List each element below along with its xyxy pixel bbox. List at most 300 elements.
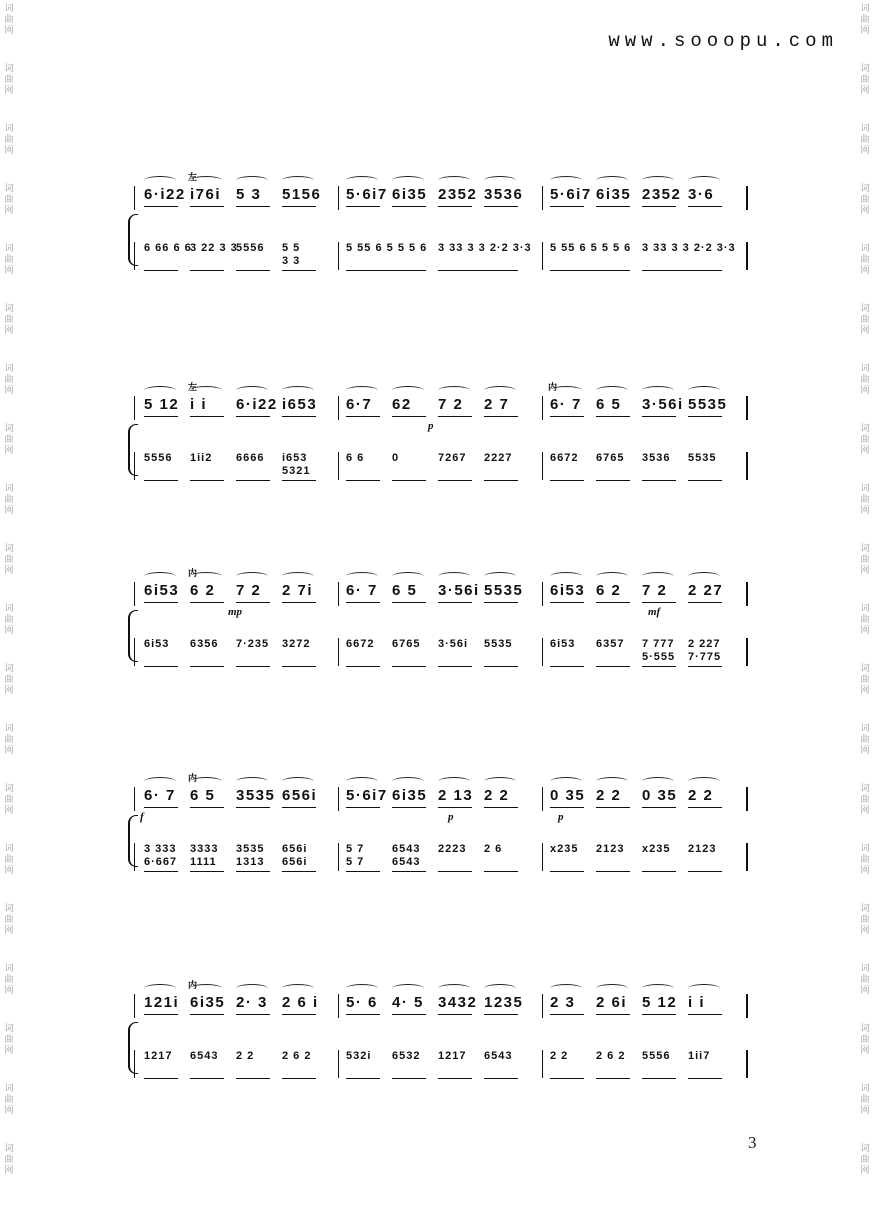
note-group: 2 2 [688,787,714,804]
barline [134,638,135,666]
beam-underline [596,206,630,207]
note-group: 2223 [438,843,467,855]
watermark-char: 曲 [860,555,870,565]
beam-underline [144,807,178,808]
watermark-char: 词 [4,304,14,314]
beam-underline [392,1078,426,1079]
watermark-chunk [0,0,18,60]
note-group: 5535 [688,452,717,464]
note-group: 5 12 [144,396,180,413]
watermark-char: 曲 [4,855,14,865]
beam-underline [346,666,380,667]
watermark-chunk [856,180,874,240]
accompaniment-staff [134,843,768,871]
barline [134,396,135,420]
note-group: 6i53 [144,638,170,650]
beam-underline [144,602,178,603]
note-group: 6672 [346,638,375,650]
beam-underline [438,480,472,481]
watermark-char: 曲 [4,675,14,685]
barline [338,452,339,480]
watermark-char: 曲 [4,315,14,325]
watermark-char: 曲 [4,615,14,625]
barline [134,1050,135,1078]
slur-mark [236,386,268,395]
watermark-char: 网 [4,686,14,696]
note-group: 5·6i7 [550,186,592,203]
watermark-chunk [856,1140,874,1200]
note-group: 2 6 2 [282,1050,312,1062]
beam-underline [550,416,584,417]
watermark-char: 曲 [860,255,870,265]
beam-underline [282,1014,316,1015]
beam-underline [190,416,224,417]
watermark-chunk [856,240,874,300]
watermark-char: 网 [4,806,14,816]
beam-underline [642,270,722,271]
watermark-char: 曲 [4,15,14,25]
barline [746,1050,748,1078]
watermark-char: 词 [4,364,14,374]
slur-mark [438,984,470,993]
beam-underline [190,206,224,207]
note-group: 5535 [484,638,513,650]
watermark-char: 曲 [4,195,14,205]
note-group: x235 [642,843,671,855]
note-group: 2 6 [484,843,503,855]
watermark-chunk [0,900,18,960]
watermark-char: 网 [4,866,14,876]
note-group: 6·7 [346,396,373,413]
watermark-char: 网 [860,1106,870,1116]
beam-underline [190,871,224,872]
watermark-chunk [856,780,874,840]
watermark-char: 曲 [860,135,870,145]
page-number: 3 [748,1133,757,1152]
beam-underline [282,602,316,603]
barline [542,452,543,480]
slur-mark [144,777,176,786]
watermark-char: 网 [4,1046,14,1056]
beam-underline [346,602,380,603]
slur-mark [550,984,582,993]
watermark-char: 曲 [4,795,14,805]
barline [338,638,339,666]
note-group: 5· 6 [346,994,378,1011]
beam-underline [190,270,224,271]
watermark-chunk [0,120,18,180]
watermark-char: 网 [4,86,14,96]
barline [746,843,748,871]
watermark-chunk [856,600,874,660]
watermark-char: 词 [860,304,870,314]
beam-underline [484,206,518,207]
note-group: 3536 [484,186,524,203]
beam-underline [484,871,518,872]
note-group: 2123 [688,843,717,855]
note-group: 3·56i [438,638,469,650]
melody-staff [134,396,768,420]
beam-underline [144,206,178,207]
watermark-char: 词 [4,484,14,494]
beam-underline [282,1078,316,1079]
beam-underline [484,602,518,603]
beam-underline [346,206,380,207]
barline [542,582,543,606]
watermark-char: 网 [860,746,870,756]
watermark-char: 词 [4,844,14,854]
watermark-char: 词 [4,784,14,794]
beam-underline [550,206,584,207]
barline [134,582,135,606]
note-group: 5 7 5 7 [346,843,365,868]
note-group: 3333 1111 [190,843,219,868]
technique-mark: 内 [188,568,198,578]
beam-underline [236,1014,270,1015]
barline [542,186,543,210]
note-group: 3432 [438,994,478,1011]
beam-underline [346,1014,380,1015]
note-group: 2227 [484,452,513,464]
watermark-char: 网 [4,986,14,996]
beam-underline [438,206,472,207]
accompaniment-staff [134,242,768,270]
barline [746,452,748,480]
beam-underline [642,602,676,603]
watermark-char: 网 [860,926,870,936]
barline [746,242,748,270]
beam-underline [282,480,316,481]
note-group: 5 12 [642,994,678,1011]
note-group: 6543 [190,1050,219,1062]
slur-mark [642,176,674,185]
watermark-char: 词 [4,64,14,74]
technique-mark: 左 [188,172,198,182]
watermark-char: 曲 [860,735,870,745]
watermark-char: 曲 [860,915,870,925]
note-group: 6357 [596,638,625,650]
note-group: 7 2 [236,582,262,599]
watermark-char: 曲 [860,615,870,625]
technique-mark: 左 [188,382,198,392]
score-system [128,980,768,1092]
slur-mark [550,176,582,185]
watermark-chunk [0,720,18,780]
note-group: 62 [392,396,412,413]
watermark-char: 网 [4,326,14,336]
slur-mark [438,572,470,581]
beam-underline [282,206,316,207]
beam-underline [596,1014,630,1015]
watermark-char: 曲 [860,495,870,505]
beam-underline [438,666,472,667]
beam-underline [236,206,270,207]
note-group: 5556 [236,242,265,254]
barline [338,994,339,1018]
barline [542,638,543,666]
watermark-chunk [0,480,18,540]
watermark-char: 网 [4,446,14,456]
beam-underline [392,206,426,207]
beam-underline [190,480,224,481]
note-group: 6 6 [346,452,365,464]
barline [134,787,135,811]
beam-underline [484,480,518,481]
barline [542,994,543,1018]
note-group: 121i [144,994,180,1011]
slur-mark [282,984,314,993]
watermark-chunk [0,240,18,300]
note-group: 2 3 [550,994,576,1011]
watermark-char: 网 [860,806,870,816]
beam-underline [282,807,316,808]
beam-underline [688,1014,722,1015]
beam-underline [190,1014,224,1015]
watermark-char: 曲 [860,675,870,685]
watermark-char: 网 [860,566,870,576]
slur-mark [346,572,378,581]
slur-mark [144,386,176,395]
beam-underline [236,602,270,603]
slur-mark [596,777,628,786]
slur-mark [596,572,628,581]
watermark-char: 词 [4,904,14,914]
slur-mark [484,176,516,185]
melody-staff [134,994,768,1018]
slur-mark [642,777,674,786]
note-group: 0 35 [550,787,586,804]
score-system [128,382,768,494]
beam-underline [596,666,630,667]
note-group: i i [190,396,208,413]
beam-underline [688,871,722,872]
watermark-char: 词 [860,724,870,734]
watermark-char: 词 [860,844,870,854]
watermark-char: 曲 [860,1155,870,1165]
beam-underline [144,666,178,667]
watermark-char: 网 [4,146,14,156]
watermark-char: 词 [4,964,14,974]
watermark-char: 词 [860,484,870,494]
slur-mark [392,176,424,185]
watermark-char: 网 [860,506,870,516]
slur-mark [144,572,176,581]
watermark-char: 网 [860,86,870,96]
watermark-chunk [856,60,874,120]
watermark-char: 词 [860,364,870,374]
watermark-chunk [856,300,874,360]
slur-mark [550,777,582,786]
barline [338,843,339,871]
beam-underline [484,416,518,417]
note-group: 6i35 [392,787,428,804]
beam-underline [642,666,676,667]
slur-mark [282,176,314,185]
watermark-char: 网 [860,866,870,876]
note-group: 5556 [144,452,173,464]
beam-underline [642,416,676,417]
watermark-char: 曲 [860,315,870,325]
note-group: x235 [550,843,579,855]
watermark-char: 词 [860,784,870,794]
slur-mark [642,572,674,581]
beam-underline [144,480,178,481]
slur-mark [688,386,720,395]
beam-underline [438,270,518,271]
note-group: 1217 [144,1050,173,1062]
beam-underline [346,270,426,271]
watermark-chunk [0,1140,18,1200]
watermark-char: 曲 [4,915,14,925]
watermark-chunk [0,600,18,660]
barline [134,186,135,210]
note-group: 6· 7 [144,787,176,804]
beam-underline [596,807,630,808]
score-system [128,773,768,885]
watermark-char: 曲 [4,1095,14,1105]
watermark-char: 词 [4,4,14,14]
watermark-column-left [0,0,18,1218]
note-group: 6356 [190,638,219,650]
watermark-char: 网 [860,1166,870,1176]
beam-underline [438,416,472,417]
note-group: 2 6 i [282,994,319,1011]
slur-mark [688,984,720,993]
note-group: 7267 [438,452,467,464]
watermark-char: 词 [4,1084,14,1094]
watermark-char: 词 [4,664,14,674]
slur-mark [484,572,516,581]
slur-mark [346,176,378,185]
beam-underline [484,1014,518,1015]
watermark-char: 曲 [860,855,870,865]
note-group: i76i [190,186,222,203]
watermark-char: 网 [4,206,14,216]
note-group: 6 2 [596,582,622,599]
note-group: 2 7i [282,582,314,599]
watermark-chunk [856,1080,874,1140]
beam-underline [190,666,224,667]
beam-underline [550,871,584,872]
watermark-char: 曲 [860,1095,870,1105]
watermark-char: 曲 [4,375,14,385]
slur-mark [550,572,582,581]
note-group: 5156 [282,186,322,203]
watermark-chunk [856,480,874,540]
watermark-char: 词 [860,124,870,134]
beam-underline [346,807,380,808]
note-group: 7 2 [642,582,668,599]
beam-underline [596,871,630,872]
note-group: 3 33 3 3 2·2 3·3 [438,242,532,254]
watermark-chunk [856,540,874,600]
watermark-char: 词 [860,904,870,914]
beam-underline [392,1014,426,1015]
beam-underline [236,1078,270,1079]
beam-underline [236,270,270,271]
beam-underline [596,602,630,603]
watermark-chunk [856,960,874,1020]
note-group: 6543 6543 [392,843,421,868]
beam-underline [688,807,722,808]
watermark-char: 词 [860,1084,870,1094]
beam-underline [596,416,630,417]
watermark-char: 词 [4,184,14,194]
slur-mark [346,777,378,786]
watermark-chunk [856,840,874,900]
barline [746,186,748,210]
note-group: 6666 [236,452,265,464]
watermark-char: 曲 [860,1035,870,1045]
watermark-char: 曲 [860,375,870,385]
note-group: 656i 656i [282,843,308,868]
barline [338,242,339,270]
beam-underline [282,666,316,667]
slur-mark [484,984,516,993]
score-system [128,172,768,284]
barline [338,186,339,210]
watermark-char: 曲 [4,435,14,445]
slur-mark [596,176,628,185]
dynamic-marking: p [448,811,454,823]
note-group: 5 3 [236,186,262,203]
watermark-char: 词 [860,184,870,194]
beam-underline [688,666,722,667]
slur-mark [484,386,516,395]
note-group: 532i [346,1050,372,1062]
note-group: 6· 7 [346,582,378,599]
note-group: 3 333 6·667 [144,843,178,868]
beam-underline [392,871,426,872]
note-group: 6672 [550,452,579,464]
beam-underline [346,871,380,872]
beam-underline [190,602,224,603]
watermark-chunk [856,0,874,60]
note-group: 2· 3 [236,994,268,1011]
note-group: 1ii7 [688,1050,711,1062]
note-group: 7 2 [438,396,464,413]
melody-staff [134,186,768,210]
watermark-char: 网 [860,446,870,456]
score-system [128,568,768,680]
note-group: 2 13 [438,787,474,804]
watermark-char: 曲 [4,1155,14,1165]
watermark-char: 词 [4,124,14,134]
note-group: 3535 [236,787,276,804]
beam-underline [392,807,426,808]
note-group: 6532 [392,1050,421,1062]
note-group: 1235 [484,994,524,1011]
slur-mark [438,176,470,185]
note-group: 5556 [642,1050,671,1062]
note-group: 2 2 [484,787,510,804]
beam-underline [642,871,676,872]
slur-mark [688,572,720,581]
note-group: 3272 [282,638,311,650]
slur-mark [392,572,424,581]
barline [746,787,748,811]
note-group: 6·i22 [236,396,278,413]
watermark-chunk [0,420,18,480]
barline [338,787,339,811]
note-group: 5 5 3 3 [282,242,301,267]
accompaniment-staff [134,452,768,480]
watermark-char: 词 [860,244,870,254]
beam-underline [236,807,270,808]
note-group: 6765 [596,452,625,464]
watermark-char: 网 [860,686,870,696]
beam-underline [642,1014,676,1015]
